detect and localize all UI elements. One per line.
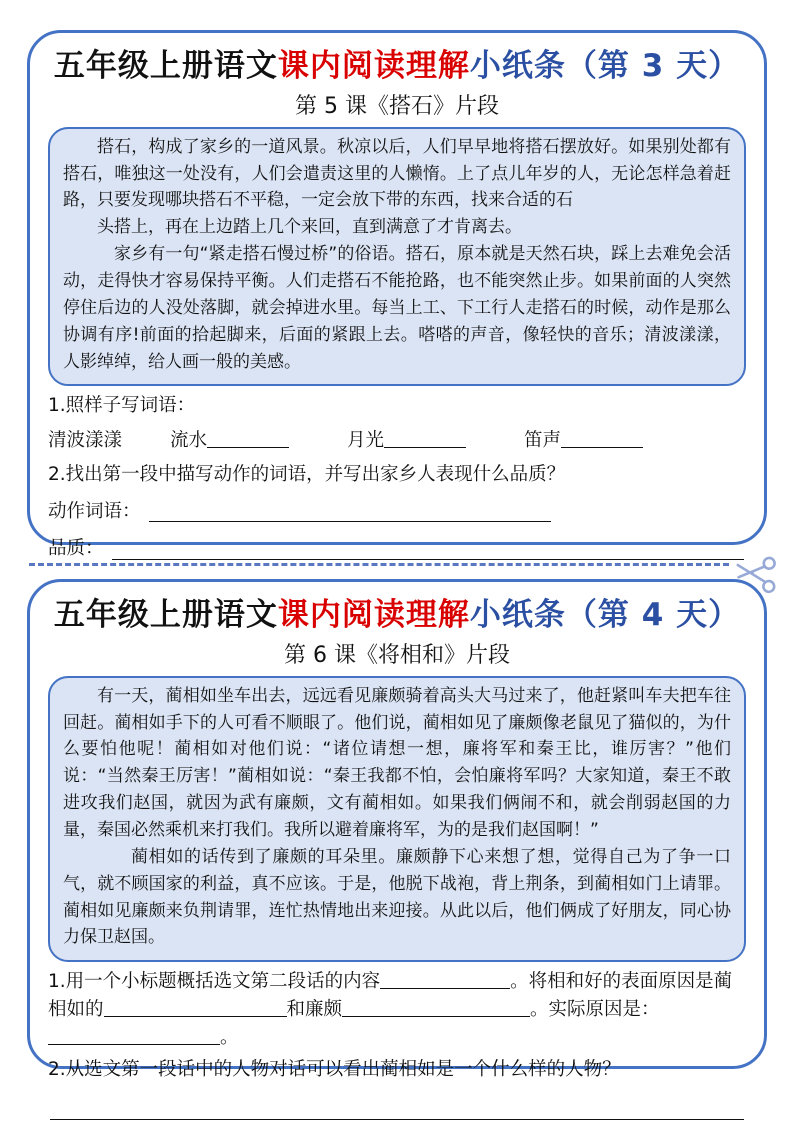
action-words-label: 动作词语： xyxy=(48,500,141,522)
cut-dashed-line xyxy=(29,563,729,566)
question-1-seg: 。实际原因是： xyxy=(530,999,660,1021)
question-2-label: 2.找出第一段中描写动作的词语，并写出家乡人表现什么品质？ xyxy=(48,463,566,485)
word-blank-pair xyxy=(170,427,289,455)
question-1-seg: 1.用一个小标题概括选文第二段话的内容 xyxy=(48,971,381,993)
word-stem: 流水 xyxy=(170,430,208,452)
question-1-label: 1.照样子写词语： xyxy=(48,395,196,417)
question-1-flow xyxy=(48,968,746,1051)
title-grade-part: 五年级上册语文 xyxy=(53,48,278,84)
worksheet-title-day3 xyxy=(48,47,746,86)
questions-day4 xyxy=(48,968,746,1120)
answer-blank xyxy=(104,1000,287,1017)
answer-blank xyxy=(561,432,643,449)
title-topic-part: 课内阅读理解 xyxy=(277,597,470,633)
title-grade-part: 五年级上册语文 xyxy=(53,597,278,633)
passage-box-jiangxianghe xyxy=(48,676,746,963)
word-stem: 月光 xyxy=(347,430,385,452)
answer-blank xyxy=(342,1000,530,1017)
word-blank-pair xyxy=(524,427,643,455)
questions-day3 xyxy=(48,392,746,563)
action-words-line xyxy=(48,498,746,526)
question-2-label: 2.从选文第一段话中的人物对话可以看出蔺相如是一个什么样的人物？ xyxy=(48,1058,621,1080)
answer-blank xyxy=(380,973,510,990)
lesson-subtitle-day4: 第 6 课《将相和》片段 xyxy=(284,642,510,668)
word-pattern-row xyxy=(48,427,746,455)
passage-box-dashi xyxy=(48,127,746,387)
example-word: 清波漾漾 xyxy=(48,430,123,452)
answer-blank xyxy=(384,432,466,449)
question-1-seg: 。将相和好的表面原因是蔺相如的 xyxy=(48,971,733,1021)
quality-label: 品质： xyxy=(48,538,104,560)
answer-blank xyxy=(207,432,289,449)
passage-paragraph: 蔺相如的话传到了廉颇的耳朵里。廉颇静下心来想了想，觉得自己为了争一口气，就不顾国家的利益，真不应该。于是，他脱下战袍，背上荆条，到蔺相如门上请罪。蔺相如见廉颇来负荆请罪，连忙热情地出来迎接。从此以后，他们俩成了好朋友，同心协力保卫赵国。 xyxy=(63,846,731,948)
title-topic-part: 课内阅读理解 xyxy=(277,48,470,84)
word-stem: 笛声 xyxy=(524,430,562,452)
worksheet-card-day4 xyxy=(27,579,767,1080)
passage-paragraph: 家乡有一句“紧走搭石慢过桥”的俗语。搭石，原本就是天然石块，踩上去难免会活动，走得快才容易保持平衡。人们走搭石不能抢路，也不能突然止步。如果前面的人突然停住后边的人没处落脚，就会掉进水里。每当上工、下工行人走搭石的时候，动作是那么协调有序!前面的拾起脚来，后面的紧跟上去。嗒嗒的声音，像轻快的音乐；清波漾漾，人影绰绰，给人画一般的美感。 xyxy=(63,244,731,372)
passage-paragraph: 搭石，构成了家乡的一道风景。秋凉以后，人们早早地将搭石摆放好。如果别处都有搭石，唯独这一处没有，人们会遣责这里的人懒惰。上了点儿年岁的人，无论怎样急着赶路，只要发现哪块搭石不平稳，一定会放下带的东西，找来合适的石 xyxy=(63,136,731,211)
worksheet-title-day4 xyxy=(48,596,746,635)
answer-blank xyxy=(149,520,551,522)
word-blank-pair xyxy=(347,427,466,455)
title-tag-part: 小纸条（第 4 天） xyxy=(469,597,741,633)
question-1-seg: 和廉颇 xyxy=(286,999,343,1021)
lesson-subtitle-day3: 第 5 课《搭石》片段 xyxy=(295,93,499,119)
question-1-seg: 。 xyxy=(220,1026,239,1048)
worksheet-card-day3 xyxy=(27,30,767,560)
answer-line xyxy=(50,1093,744,1120)
passage-paragraph: 头搭上，再在上边踏上几个来回，直到满意了才肯离去。 xyxy=(97,217,522,238)
title-tag-part: 小纸条（第 3 天） xyxy=(469,48,741,84)
answer-blank xyxy=(48,1028,220,1045)
passage-paragraph: 有一天，蔺相如坐车出去，远远看见廉颇骑着高头大马过来了，他赶紧叫车夫把车往回赶。蔺相如手下的人可看不顺眼了。他们说，蔺相如见了廉颇像老鼠见了猫似的，为什么要怕他呢！蔺相如对他们说：“诸位请想一想，廉将军和秦王比，谁厉害？”他们说：“当然秦王厉害！”蔺相如说：“秦王我都不怕，会怕廉将军吗？大家知道，秦王不敢进攻我们赵国，就因为武有廉颇，文有蔺相如。如果我们俩闹不和，就会削弱赵国的力量，秦国必然乘机来打我们。我所以避着廉将军，为的是我们赵国啊！” xyxy=(63,685,731,841)
